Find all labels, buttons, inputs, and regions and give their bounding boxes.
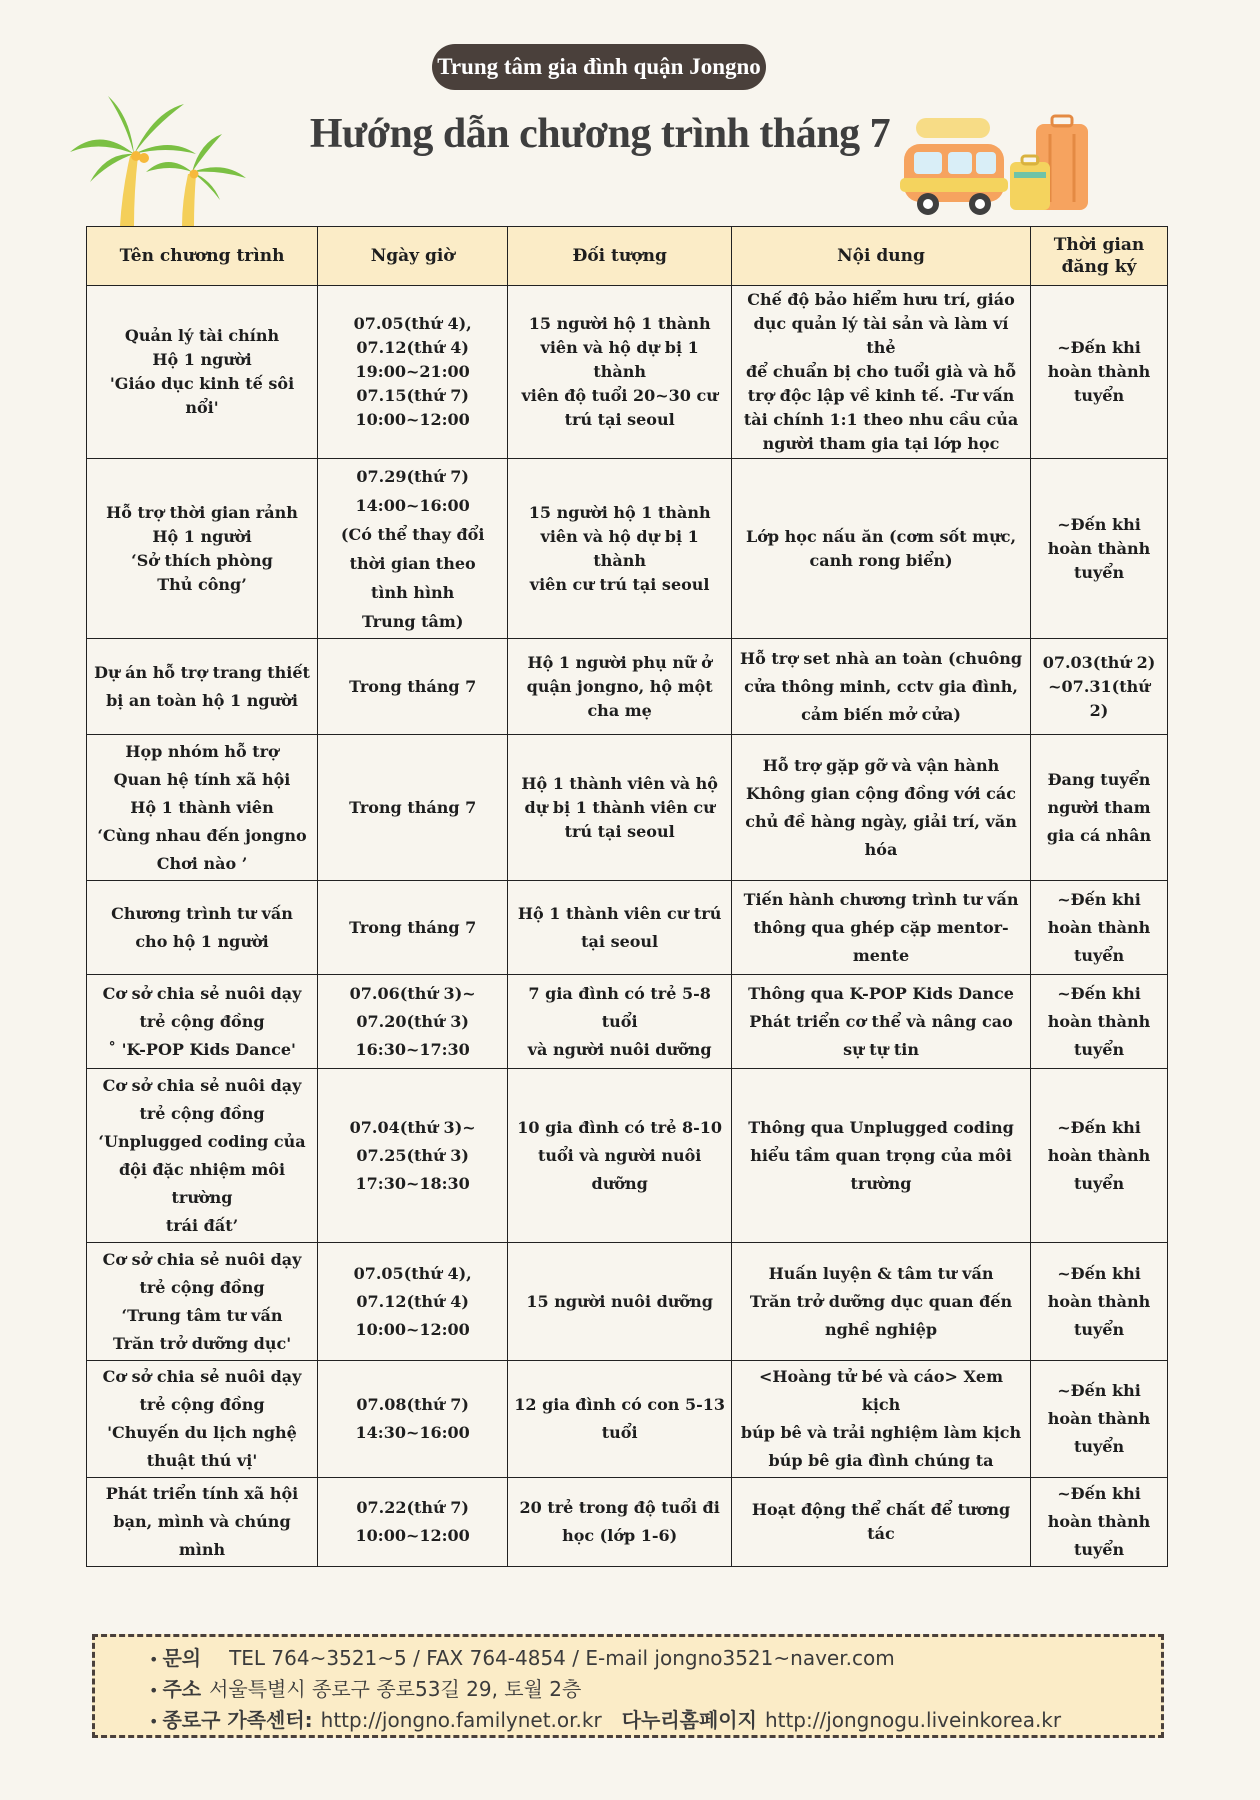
- date-cell: Trong tháng 7: [318, 639, 508, 735]
- target-cell: 15 người hộ 1 thành viên và hộ dự bị 1 thành viên cư trú tại seoul: [508, 459, 732, 639]
- program-name-cell: Cơ sở chia sẻ nuôi dạy trẻ cộng đồng 'Chuyến du lịch nghệ thuật thú vị': [87, 1361, 318, 1478]
- table-row: [87, 459, 1168, 639]
- program-name-cell: Họp nhóm hỗ trợ Quan hệ tính xã hội Hộ 1 thành viên ‘Cùng nhau đến jongno Chơi nào ’: [87, 735, 318, 881]
- program-name-cell: Dự án hỗ trợ trang thiết bị an toàn hộ 1 người: [87, 639, 318, 735]
- date-cell: 07.05(thứ 4), 07.12(thứ 4) 10:00~12:00: [318, 1243, 508, 1361]
- content-cell: Thông qua K-POP Kids Dance Phát triển cơ thể và nâng cao sự tự tin: [732, 975, 1031, 1069]
- column-header-registration: Thời gian đăng ký: [1031, 227, 1168, 286]
- inquiry-label: 문의: [162, 1646, 202, 1670]
- registration-cell: ~Đến khi hoàn thành tuyển: [1031, 881, 1168, 975]
- family-center-link[interactable]: http://jongno.familynet.or.kr: [320, 1708, 602, 1732]
- bullet: •: [149, 1681, 159, 1700]
- registration-cell: 07.03(thứ 2) ~07.31(thứ 2): [1031, 639, 1168, 735]
- target-cell: Hộ 1 thành viên cư trú tại seoul: [508, 881, 732, 975]
- column-header-program: Tên chương trình: [87, 227, 318, 286]
- target-cell: 15 người nuôi dưỡng: [508, 1243, 732, 1361]
- table-row: [87, 1361, 1168, 1478]
- danuri-label: 다누리홈페이지: [621, 1708, 757, 1732]
- registration-cell: ~Đến khi hoàn thành tuyển: [1031, 1243, 1168, 1361]
- content-cell: Lớp học nấu ăn (cơm sốt mực, canh rong biển): [732, 459, 1031, 639]
- footer-links-line: [149, 1705, 1161, 1736]
- bullet: •: [149, 1650, 159, 1669]
- registration-cell: ~Đến khi hoàn thành tuyển: [1031, 459, 1168, 639]
- table-row: [87, 1478, 1168, 1567]
- date-cell: 07.08(thứ 7) 14:30~16:00: [318, 1361, 508, 1478]
- date-cell: 07.05(thứ 4), 07.12(thứ 4) 19:00~21:00 07.15(thứ 7) 10:00~12:00: [318, 286, 508, 459]
- date-cell: Trong tháng 7: [318, 881, 508, 975]
- content-cell: Thông qua Unplugged coding hiểu tầm quan trọng của môi trường: [732, 1069, 1031, 1243]
- program-name-cell: Hỗ trợ thời gian rảnh Hộ 1 người ‘Sở thích phòng Thủ công’: [87, 459, 318, 639]
- table-row: [87, 1243, 1168, 1361]
- date-cell: 07.06(thứ 3)~ 07.20(thứ 3) 16:30~17:30: [318, 975, 508, 1069]
- registration-cell: ~Đến khi hoàn thành tuyển: [1031, 1478, 1168, 1567]
- program-name-cell: Quản lý tài chính Hộ 1 người 'Giáo dục kinh tế sôi nổi': [87, 286, 318, 459]
- program-name-cell: Cơ sở chia sẻ nuôi dạy trẻ cộng đồng ˚ 'K-POP Kids Dance': [87, 975, 318, 1069]
- program-name-cell: Chương trình tư vấn cho hộ 1 người: [87, 881, 318, 975]
- target-cell: 7 gia đình có trẻ 5-8 tuổi và người nuôi dưỡng: [508, 975, 732, 1069]
- table-row: [87, 881, 1168, 975]
- target-cell: Hộ 1 thành viên và hộ dự bị 1 thành viên cư trú tại seoul: [508, 735, 732, 881]
- palm-tree-icon: [70, 96, 260, 226]
- target-cell: 10 gia đình có trẻ 8-10 tuổi và người nuôi dưỡng: [508, 1069, 732, 1243]
- date-cell: 07.22(thứ 7) 10:00~12:00: [318, 1478, 508, 1567]
- column-header-target: Đối tượng: [508, 227, 732, 286]
- page-title: Hướng dẫn chương trình tháng 7: [309, 111, 891, 157]
- table-row: [87, 286, 1168, 459]
- content-cell: Hoạt động thể chất để tương tác: [732, 1478, 1031, 1567]
- program-name-cell: Phát triển tính xã hội bạn, mình và chúng mình: [87, 1478, 318, 1567]
- bullet: •: [149, 1712, 159, 1731]
- date-cell: 07.04(thứ 3)~ 07.25(thứ 3) 17:30~18:30: [318, 1069, 508, 1243]
- family-center-label: 종로구 가족센터:: [162, 1708, 313, 1732]
- table-row: [87, 1069, 1168, 1243]
- date-cell: 07.29(thứ 7) 14:00~16:00 (Có thể thay đổi thời gian theo tình hình Trung tâm): [318, 459, 508, 639]
- inquiry-value: TEL 764~3521~5 / FAX 764-4854 / E-mail jongno3521~naver.com: [229, 1646, 895, 1670]
- content-cell: Hỗ trợ set nhà an toàn (chuông cửa thông minh, cctv gia đình, cảm biến mở cửa): [732, 639, 1031, 735]
- registration-cell: ~Đến khi hoàn thành tuyển: [1031, 286, 1168, 459]
- program-name-cell: Cơ sở chia sẻ nuôi dạy trẻ cộng đồng ‘Unplugged coding của đội đặc nhiệm môi trường trái đất’: [87, 1069, 318, 1243]
- target-cell: 15 người hộ 1 thành viên và hộ dự bị 1 thành viên độ tuổi 20~30 cư trú tại seoul: [508, 286, 732, 459]
- org-badge: Trung tâm gia đình quận Jongno: [432, 44, 766, 90]
- column-header-content: Nội dung: [732, 227, 1031, 286]
- table-row: [87, 735, 1168, 881]
- content-cell: Tiến hành chương trình tư vấn thông qua ghép cặp mentor- mente: [732, 881, 1031, 975]
- table-row: [87, 975, 1168, 1069]
- registration-cell: ~Đến khi hoàn thành tuyển: [1031, 1361, 1168, 1478]
- content-cell: Huấn luyện & tâm tư vấn Trăn trở dưỡng dục quan đến nghề nghiệp: [732, 1243, 1031, 1361]
- table-header-row: [87, 227, 1168, 286]
- content-cell: Hỗ trợ gặp gỡ và vận hành Không gian cộng đồng với các chủ đề hàng ngày, giải trí, văn hóa: [732, 735, 1031, 881]
- column-header-date: Ngày giờ: [318, 227, 508, 286]
- registration-cell: Đang tuyển người tham gia cá nhân: [1031, 735, 1168, 881]
- content-cell: <Hoàng tử bé và cáo> Xem kịch búp bê và trải nghiệm làm kịch búp bê gia đình chúng ta: [732, 1361, 1031, 1478]
- footer-address-line: [149, 1674, 1161, 1705]
- program-name-cell: Cơ sở chia sẻ nuôi dạy trẻ cộng đồng ‘Trung tâm tư vấn Trăn trở dưỡng dục': [87, 1243, 318, 1361]
- target-cell: 12 gia đình có con 5-13 tuổi: [508, 1361, 732, 1478]
- date-cell: Trong tháng 7: [318, 735, 508, 881]
- target-cell: Hộ 1 người phụ nữ ở quận jongno, hộ một cha mẹ: [508, 639, 732, 735]
- danuri-link[interactable]: http://jongnogu.liveinkorea.kr: [764, 1708, 1062, 1732]
- address-label: 주소: [162, 1677, 202, 1701]
- registration-cell: ~Đến khi hoàn thành tuyển: [1031, 1069, 1168, 1243]
- table-row: [87, 639, 1168, 735]
- contact-footer: [92, 1634, 1164, 1738]
- footer-inquiry-line: [149, 1643, 1161, 1674]
- address-value: 서울특별시 종로구 종로53길 29, 토월 2층: [209, 1677, 582, 1701]
- program-table: [86, 226, 1168, 1567]
- content-cell: Chế độ bảo hiểm hưu trí, giáo dục quản lý tài sản và làm ví thẻ để chuẩn bị cho tuổi già và hỗ trợ độc lập về kinh tế. -Tư vấn tài chính 1:1 theo nhu cầu của người tham gia tại lớp học: [732, 286, 1031, 459]
- target-cell: 20 trẻ trong độ tuổi đi học (lớp 1-6): [508, 1478, 732, 1567]
- registration-cell: ~Đến khi hoàn thành tuyển: [1031, 975, 1168, 1069]
